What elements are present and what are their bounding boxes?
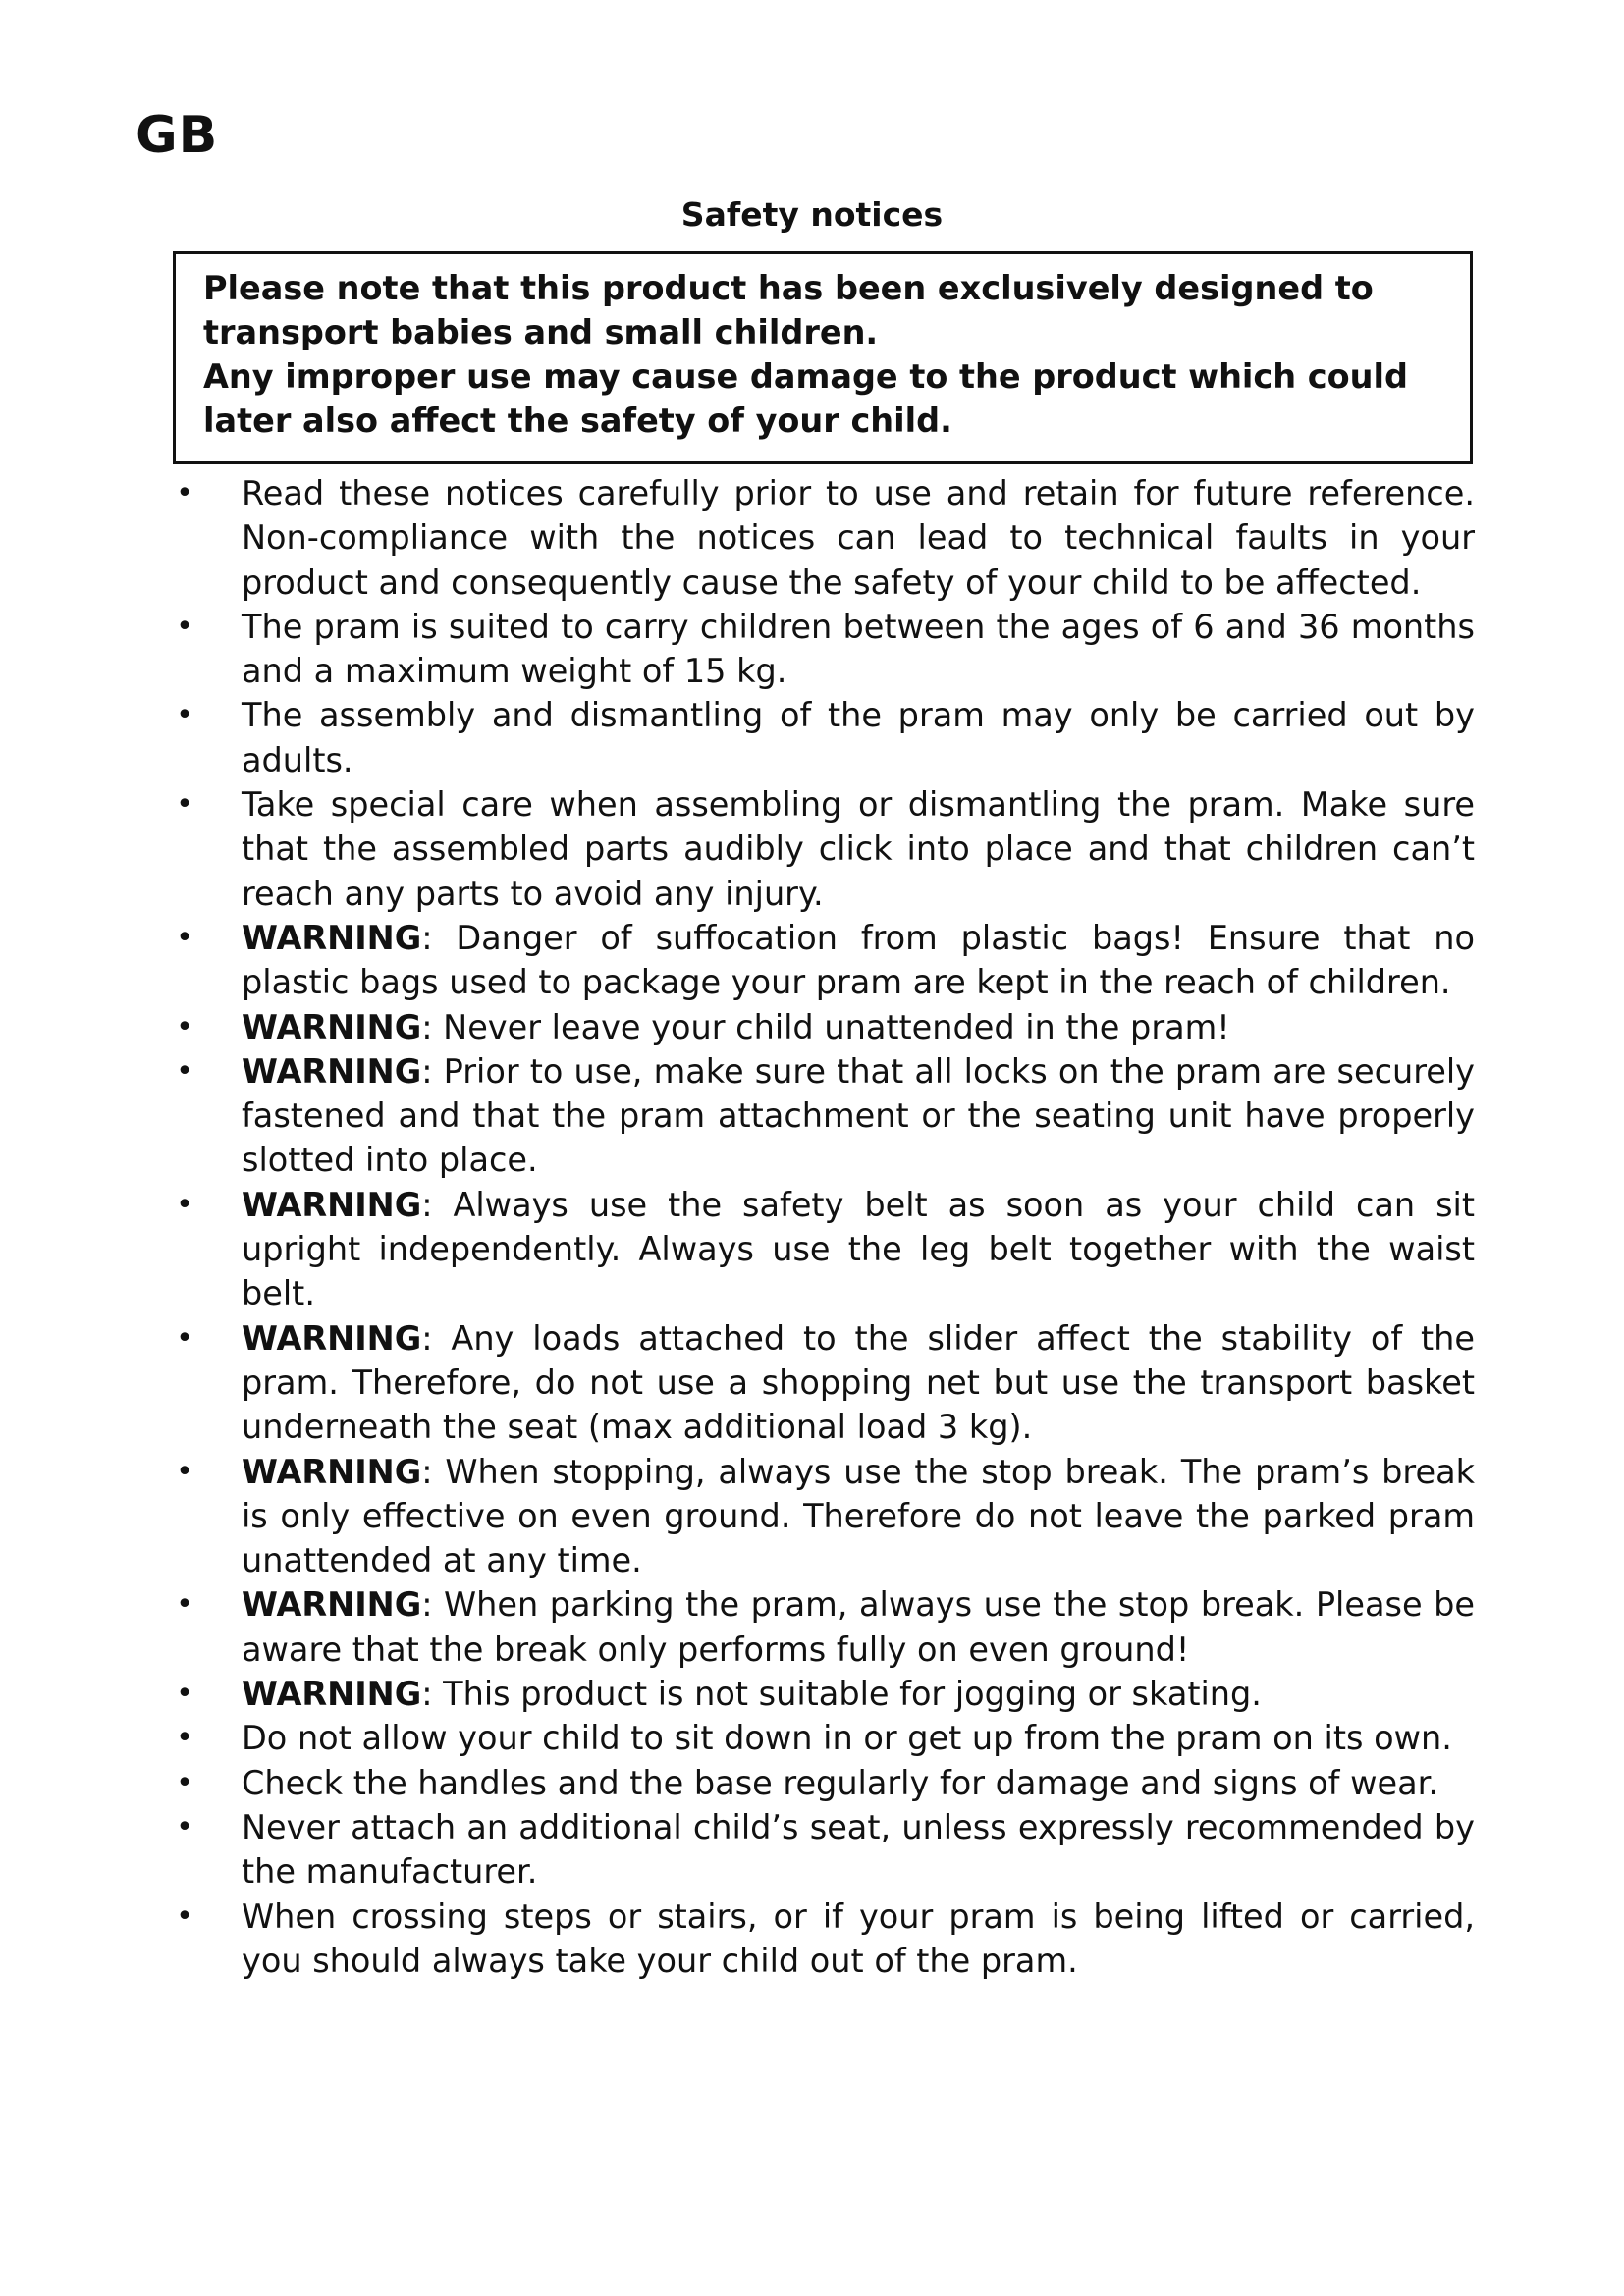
warning-label: WARNING [242, 1585, 422, 1625]
bullet-icon: • [176, 1053, 193, 1089]
bullet-icon: • [176, 476, 193, 510]
notice-text: Do not allow your child to sit down in or get up from the pram on its own. [242, 1719, 1452, 1758]
bullet-icon: • [176, 698, 193, 733]
list-item [173, 605, 1475, 694]
bullet-icon: • [176, 609, 193, 644]
bullet-icon: • [176, 1320, 193, 1356]
warning-label: WARNING [242, 1007, 422, 1046]
list-item [173, 1005, 1475, 1049]
notice-text: : Any loads attached to the slider affect the stability of the pram. Therefore, do not use a shopping net but use the transport basket underneath the seat (max additional load 3 kg). [242, 1318, 1475, 1447]
language-code: GB [135, 106, 219, 165]
notice-text: : Danger of suffocation from plastic bags! Ensure that no plastic bags used to package your pram are kept in the reach of children. [242, 918, 1475, 1002]
list-item [173, 471, 1475, 605]
warning-label: WARNING [242, 1318, 422, 1358]
notice-text: Check the handles and the base regularly for damage and signs of wear. [242, 1763, 1438, 1802]
notice-text: The pram is suited to carry children between the ages of 6 and 36 months and a maximum weight of 15 kg. [242, 607, 1475, 691]
notice-text: Read these notices carefully prior to use and retain for future reference. Non-compliance with the notices can lead to technical faults in your product and consequently cause the safety of your child to be affected. [242, 474, 1475, 602]
warning-label: WARNING [242, 1185, 422, 1224]
list-item [173, 693, 1475, 782]
bullet-icon: • [176, 1187, 193, 1222]
list-item [173, 1761, 1475, 1805]
notice-text: : When stopping, always use the stop break. The pram’s break is only effective on even ground. Therefore do not leave the parked pram unattended at any time. [242, 1452, 1475, 1580]
warning-label: WARNING [242, 1051, 422, 1091]
notice-text: : Always use the safety belt as soon as your child can sit upright independently. Always use the leg belt together with the waist belt. [242, 1185, 1475, 1313]
notice-text: Take special care when assembling or dismantling the pram. Make sure that the assembled parts audibly click into place and that children can’t reach any parts to avoid any injury. [242, 785, 1475, 913]
bullet-icon: • [176, 1677, 193, 1712]
notice-text: When crossing steps or stairs, or if your pram is being lifted or carried, you should always take your child out of the pram. [242, 1896, 1475, 1980]
list-item [173, 782, 1475, 916]
notice-text: The assembly and dismantling of the pram may only be carried out by adults. [242, 696, 1475, 779]
notice-text: Never attach an additional child’s seat, unless expressly recommended by the manufacturer. [242, 1807, 1475, 1892]
list-item [173, 1183, 1475, 1316]
list-item [173, 916, 1475, 1005]
warning-label: WARNING [242, 1452, 422, 1491]
bullet-icon: • [176, 1587, 193, 1623]
bullet-icon: • [176, 1454, 193, 1489]
notice-text: : Never leave your child unattended in the pram! [421, 1007, 1230, 1046]
notice-line-purpose: Please note that this product has been exclusively designed to transport babies and small children. [203, 269, 1374, 351]
warning-label: WARNING [242, 918, 422, 957]
bullet-icon: • [176, 1765, 193, 1800]
bullet-icon: • [176, 787, 193, 823]
notice-text: : This product is not suitable for jogging or skating. [421, 1675, 1262, 1714]
safety-notice-list [173, 471, 1475, 1983]
notice-text: : Prior to use, make sure that all locks on the pram are securely fastened and that the pram attachment or the seating unit have properly slotted into place. [242, 1051, 1475, 1180]
bullet-icon: • [176, 1009, 193, 1044]
list-item [173, 1049, 1475, 1183]
list-item [173, 1450, 1475, 1583]
bullet-icon: • [176, 1898, 193, 1934]
list-item [173, 1316, 1475, 1450]
list-item [173, 1582, 1475, 1672]
list-item [173, 1672, 1475, 1716]
notice-line-improper-use: Any improper use may cause damage to the product which could later also affect the safety of your child. [203, 357, 1408, 440]
list-item [173, 1805, 1475, 1895]
warning-label: WARNING [242, 1675, 422, 1714]
bullet-icon: • [176, 1809, 193, 1844]
list-item [173, 1895, 1475, 1984]
bullet-icon: • [176, 920, 193, 955]
page-title: Safety notices [680, 195, 944, 234]
notice-text: : When parking the pram, always use the stop break. Please be aware that the break only performs fully on even ground! [242, 1585, 1475, 1669]
bullet-icon: • [176, 1721, 193, 1756]
important-notice-box [173, 251, 1473, 464]
list-item [173, 1716, 1475, 1760]
